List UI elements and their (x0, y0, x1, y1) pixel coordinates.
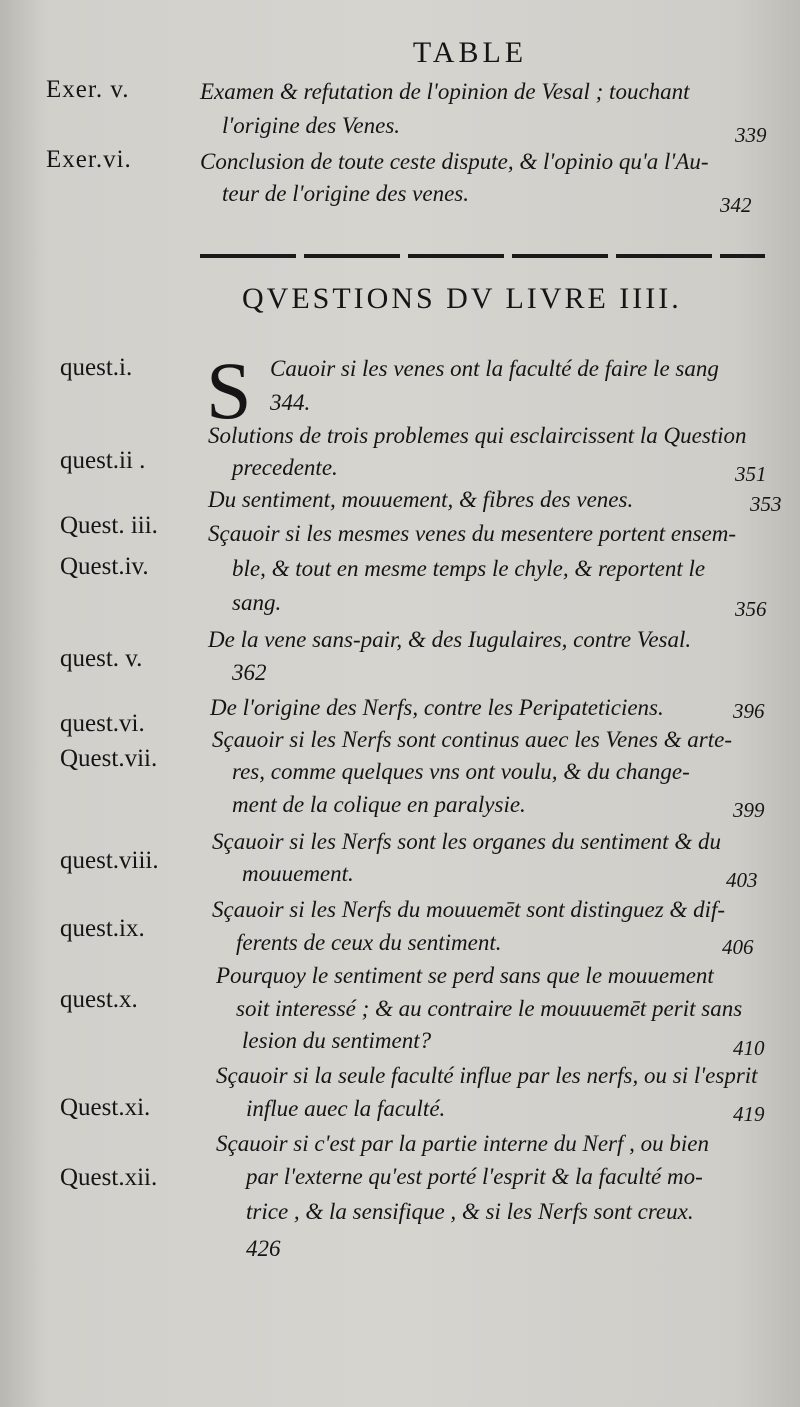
page-number: 339 (735, 123, 767, 147)
section-divider (200, 254, 765, 258)
question-text-line: ment de la colique en paralysie. (232, 792, 526, 817)
question-label: quest.i. (60, 354, 133, 381)
question-label: Quest.xi. (60, 1094, 151, 1121)
question-label: quest. v. (60, 645, 143, 672)
question-text-line: ferents de ceux du sentiment. (236, 930, 502, 955)
question-text-line: Sçauoir si les Nerfs sont les organes du sentiment & du (212, 829, 721, 854)
question-label: quest.x. (60, 986, 138, 1013)
question-text-line: trice , & la sensifique , & si les Nerfs sont creux. (246, 1199, 694, 1224)
question-text-line: Sçauoir si c'est par la partie interne du Nerf , ou bien (216, 1131, 709, 1156)
question-label: quest.ii . (60, 447, 146, 474)
question-text-line: Sçauoir si les mesmes venes du mesentere portent ensem- (208, 521, 737, 546)
question-text-line: soit interessé ; & au contraire le mouuuemēt perit sans (236, 996, 743, 1021)
exercise-label: Exer. v. (46, 76, 130, 103)
page-number: 419 (733, 1102, 765, 1126)
question-text-line: ble, & tout en mesme temps le chyle, & reportent le (232, 556, 706, 581)
page-number: 399 (733, 798, 765, 822)
question-text-line: Sçauoir si la seule faculté influe par les nerfs, ou si l'esprit (216, 1063, 758, 1088)
question-text-line: lesion du sentiment? (242, 1028, 432, 1053)
question-text-line: Du sentiment, mouuement, & fibres des venes. (208, 487, 634, 512)
question-text-line: Pourquoy le sentiment se perd sans que le mouuement (216, 963, 714, 988)
exercise-text-line: Conclusion de toute ceste dispute, & l'opinio qu'a l'Au- (200, 149, 709, 174)
page-number: 406 (722, 935, 754, 959)
page-number: 396 (733, 699, 765, 723)
page-number: 353 (750, 492, 782, 516)
question-label: quest.ix. (60, 915, 145, 942)
question-label: Quest.iv. (60, 553, 149, 580)
exercise-text-line: l'origine des Venes. (222, 113, 401, 138)
question-text-line: 344. (270, 390, 311, 415)
question-label: Quest.xii. (60, 1164, 158, 1191)
question-text-line: De la vene sans-pair, & des Iugulaires, contre Vesal. (208, 627, 692, 652)
question-text-line: De l'origine des Nerfs, contre les Peripateticiens. (210, 695, 664, 720)
question-text-line: influe auec la faculté. (246, 1096, 446, 1121)
page-number: 351 (735, 462, 767, 486)
question-text-line: Cauoir si les venes ont la faculté de faire le sang (270, 356, 719, 381)
page-number: 356 (735, 597, 767, 621)
question-text-line: 362 (232, 660, 267, 685)
question-text-line: Solutions de trois problemes qui esclaircissent la Question (208, 423, 747, 448)
question-text-line: Sçauoir si les Nerfs du mouuemēt sont distinguez & dif- (212, 897, 726, 922)
section-title: QVESTIONS DV LIVRE IIII. (242, 282, 682, 315)
question-label: Quest. iii. (60, 512, 158, 539)
question-label: Quest.vii. (60, 745, 158, 772)
question-text-line: mouuement. (242, 861, 354, 886)
page-header: TABLE (412, 36, 528, 69)
exercise-text-line: Examen & refutation de l'opinion de Vesal ; touchant (200, 79, 690, 104)
page-number: 342 (720, 193, 752, 217)
question-text-line: par l'externe qu'est porté l'esprit & la faculté mo- (246, 1164, 703, 1189)
question-label: quest.vi. (60, 710, 145, 737)
exercise-text-line: teur de l'origine des venes. (222, 181, 469, 206)
question-text-line: Sçauoir si les Nerfs sont continus auec les Venes & arte- (212, 727, 732, 752)
question-text-line: 426 (246, 1236, 281, 1261)
question-text-line: precedente. (232, 455, 338, 480)
drop-cap: S (206, 345, 252, 436)
question-text-line: sang. (232, 590, 282, 615)
question-text-line: res, comme quelques vns ont voulu, & du change- (232, 759, 690, 784)
page-number: 410 (733, 1036, 765, 1060)
question-label: quest.viii. (60, 847, 159, 874)
page-number: 403 (726, 868, 758, 892)
exercise-label: Exer.vi. (46, 146, 132, 173)
